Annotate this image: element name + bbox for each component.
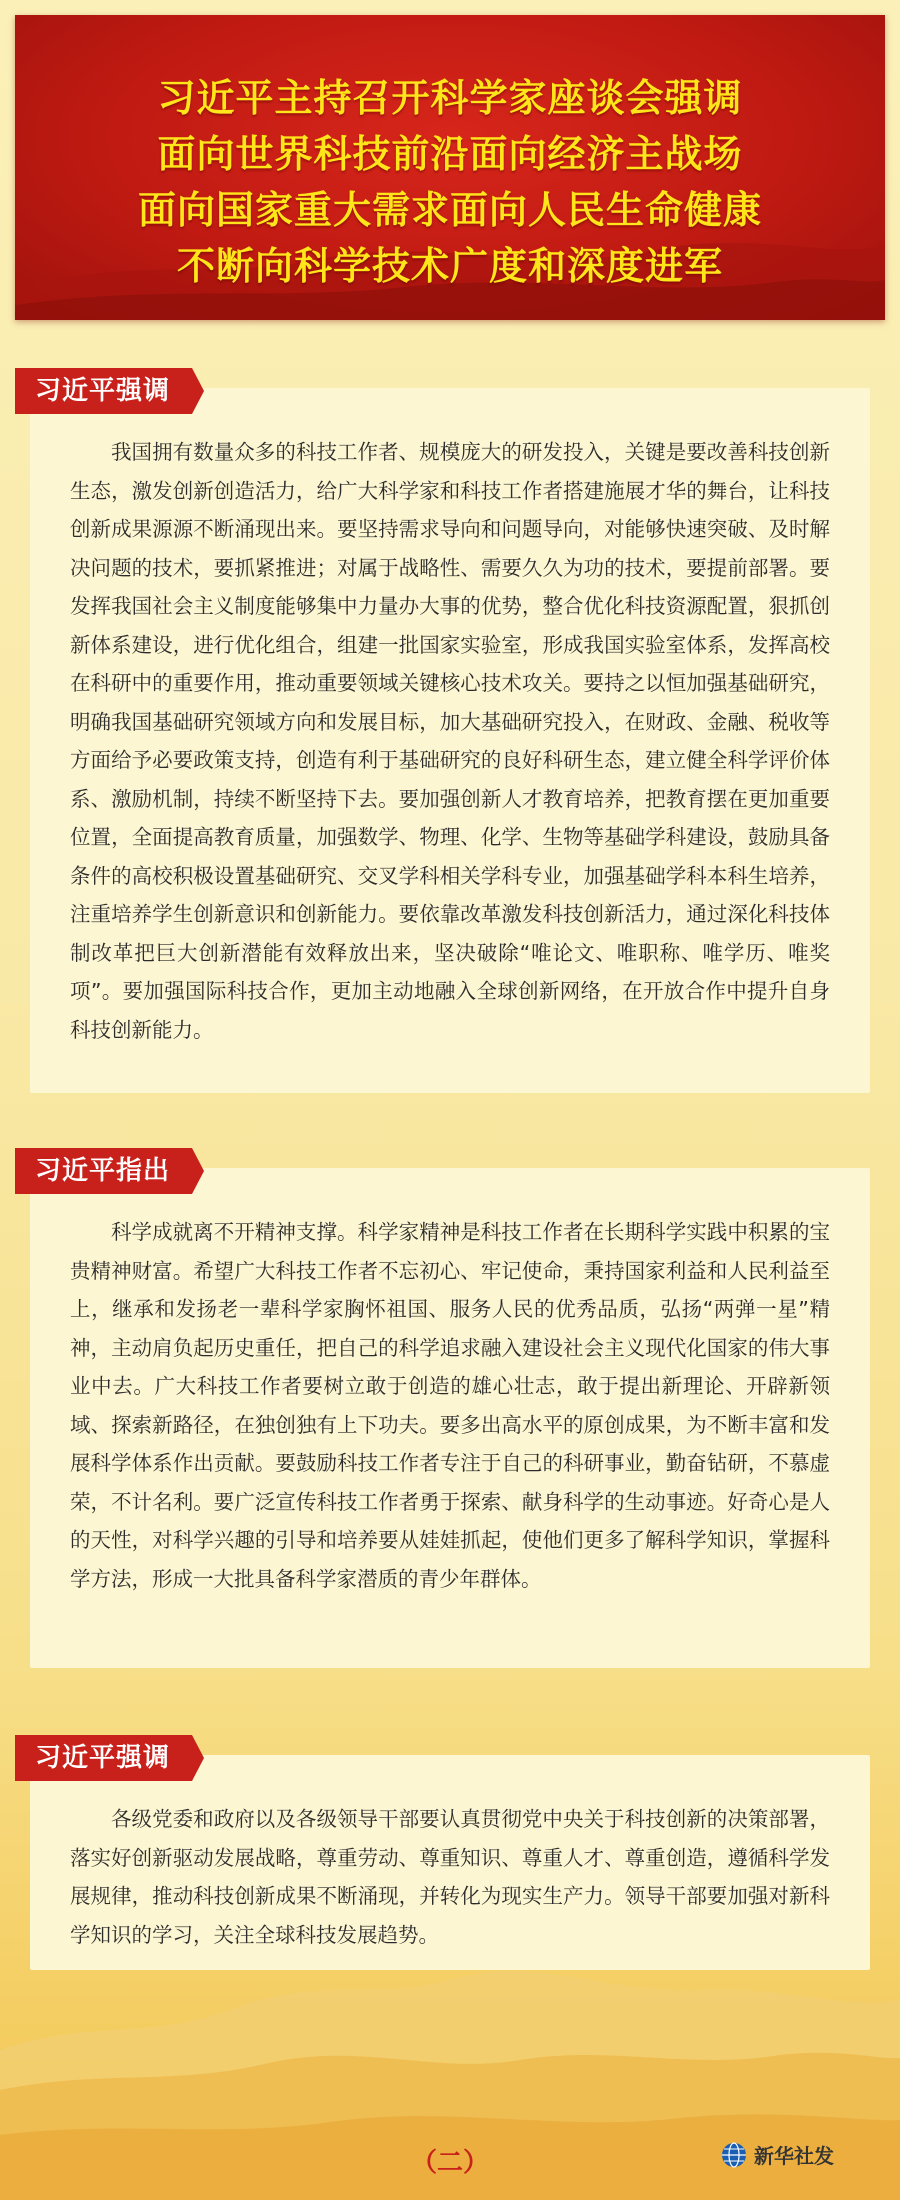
section-tag-2: 习近平指出 xyxy=(15,1148,192,1194)
xinhua-globe-icon xyxy=(720,2141,748,2169)
headline-line-4: 不断向科学技术广度和深度进军 xyxy=(176,244,723,288)
headline-line-2: 面向世界科技前沿面向经济主战场 xyxy=(157,132,743,176)
headline xyxy=(15,70,885,294)
page-number: （二） xyxy=(410,2148,489,2178)
xinhua-logo xyxy=(720,2140,834,2169)
quote-section-1 xyxy=(30,376,870,1093)
headline-line-3: 面向国家重大需求面向人民生命健康 xyxy=(137,188,762,232)
logo-text: 新华社发 xyxy=(754,2144,834,2168)
headline-line-1: 习近平主持召开科学家座谈会强调 xyxy=(157,76,743,120)
section-text-3: 各级党委和政府以及各级领导干部要认真贯彻党中央关于科技创新的决策部署，落实好创新驱动发展战略，尊重劳动、尊重知识、尊重人才、尊重创造，遵循科学发展规律，推动科技创新成果不断涌现，并转化为现实生产力。领导干部要加强对新科学知识的学习，关注全球科技发展趋势。 xyxy=(70,1807,830,1947)
section-tag-1: 习近平强调 xyxy=(15,368,192,414)
section-tag-3: 习近平强调 xyxy=(15,1735,192,1781)
section-text-1: 我国拥有数量众多的科技工作者、规模庞大的研发投入，关键是要改善科技创新生态，激发创新创造活力，给广大科学家和科技工作者搭建施展才华的舞台，让科技创新成果源源不断涌现出来。要坚持需求导向和问题导向，对能够快速突破、及时解决问题的技术，要抓紧推进；对属于战略性、需要久久为功的技术，要提前部署。要发挥我国社会主义制度能够集中力量办大事的优势，整合优化科技资源配置，狠抓创新体系建设，进行优化组合，组建一批国家实验室，形成我国实验室体系，发挥高校在科研中的重要作用，推动重要领域关键核心技术攻关。要持之以恒加强基础研究，明确我国基础研究领域方向和发展目标，加大基础研究投入，在财政、金融、税收等方面给予必要政策支持，创造有利于基础研究的良好科研生态，建立健全科学评价体系、激励机制，持续不断坚持下去。要加强创新人才教育培养，把教育摆在更加重要位置，全面提高教育质量，加强数学、物理、化学、生物等基础学科建设，鼓励具备条件的高校积极设置基础研究、交叉学科相关学科专业，加强基础学科本科生培养，注重培养学生创新意识和创新能力。要依靠改革激发科技创新活力，通过深化科技体制改革把巨大创新潜能有效释放出来，坚决破除“唯论文、唯职称、唯学历、唯奖项”。要加强国际科技合作，更加主动地融入全球创新网络，在开放合作中提升自身科技创新能力。 xyxy=(70,440,830,1042)
quote-section-2 xyxy=(30,1156,870,1668)
section-text-2: 科学成就离不开精神支撑。科学家精神是科技工作者在长期科学实践中积累的宝贵精神财富。希望广大科技工作者不忘初心、牢记使命，秉持国家利益和人民利益至上，继承和发扬老一辈科学家胸怀祖国、服务人民的优秀品质，弘扬“两弹一星”精神，主动肩负起历史重任，把自己的科学追求融入建设社会主义现代化国家的伟大事业中去。广大科技工作者要树立敢于创造的雄心壮志，敢于提出新理论、开辟新领域、探索新路径，在独创独有上下功夫。要多出高水平的原创成果，为不断丰富和发展科学体系作出贡献。要鼓励科技工作者专注于自己的科研事业，勤奋钻研，不慕虚荣，不计名利。要广泛宣传科技工作者勇于探索、献身科学的生动事迹。好奇心是人的天性，对科学兴趣的引导和培养要从娃娃抓起，使他们更多了解科学知识，掌握科学方法，形成一大批具备科学家潜质的青少年群体。 xyxy=(70,1220,830,1591)
header-banner xyxy=(15,15,885,320)
